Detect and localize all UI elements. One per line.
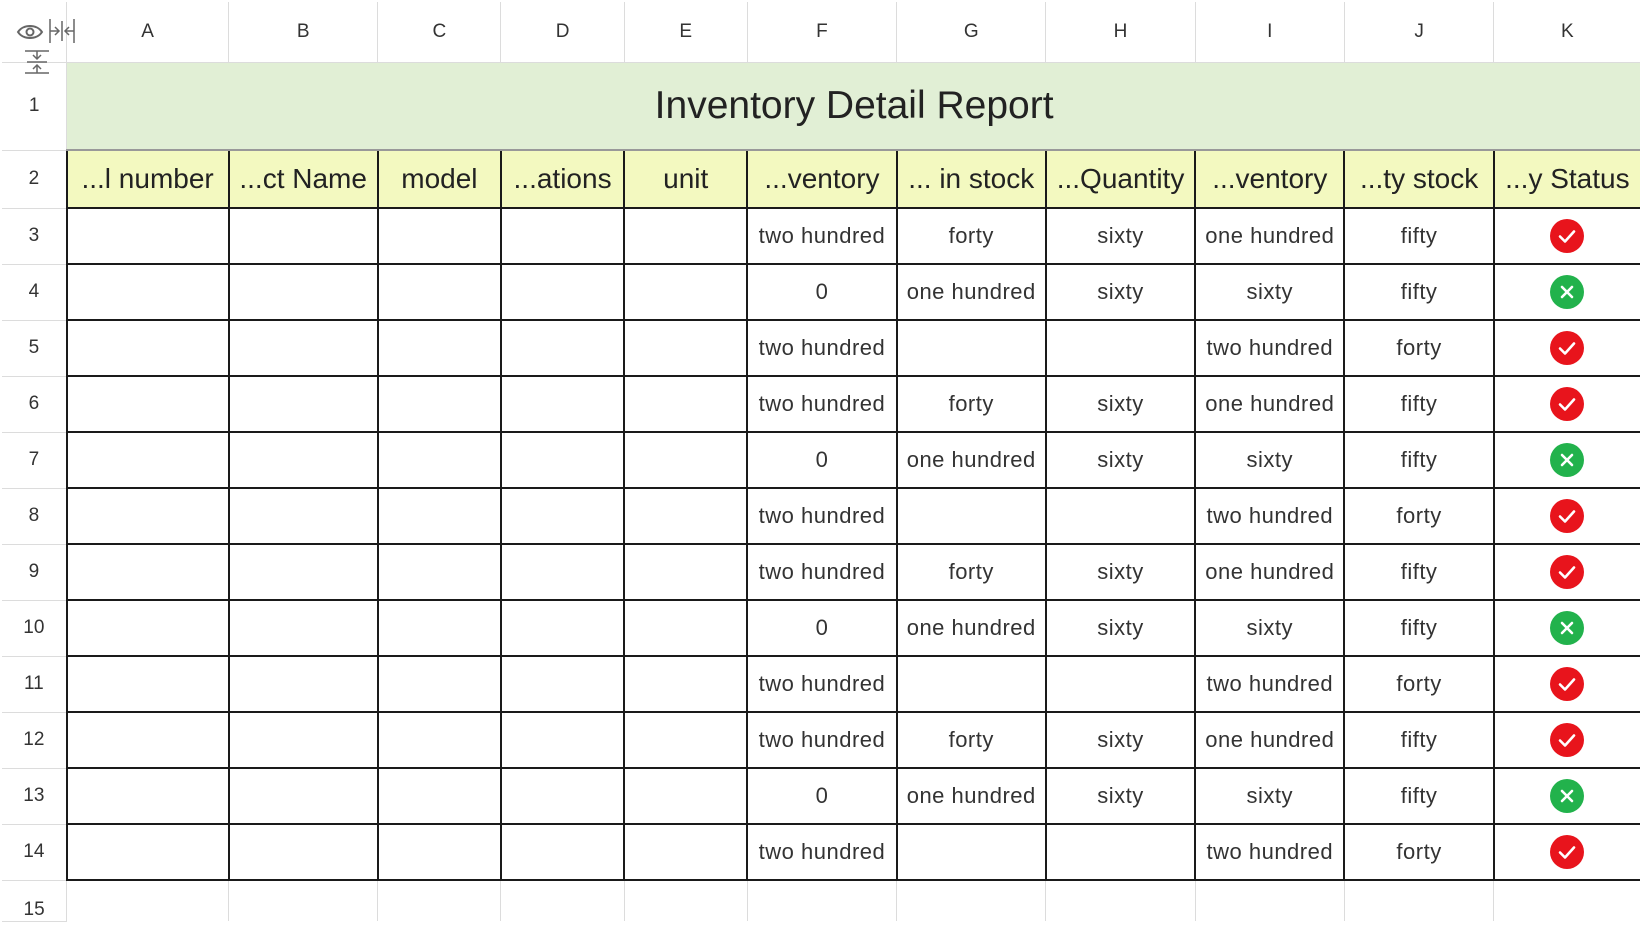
cell-h[interactable]: sixty <box>1046 600 1195 656</box>
cell-f[interactable]: two hundred <box>747 320 896 376</box>
cell-a[interactable] <box>67 824 229 880</box>
cell-a[interactable] <box>67 600 229 656</box>
table-row <box>2 768 1640 824</box>
table-row <box>2 432 1640 488</box>
cell-j[interactable]: forty <box>1344 824 1493 880</box>
cell-d[interactable] <box>501 432 624 488</box>
cell-c[interactable] <box>378 656 501 712</box>
collapse-columns-icon[interactable] <box>47 17 77 45</box>
cell-c[interactable] <box>378 432 501 488</box>
cell-i[interactable]: sixty <box>1195 432 1344 488</box>
table-row <box>2 600 1640 656</box>
cell-h[interactable]: sixty <box>1046 376 1195 432</box>
cell-g[interactable]: forty <box>897 376 1046 432</box>
grid-corner-controls <box>16 18 76 78</box>
cell-f[interactable] <box>747 880 896 921</box>
cell-h[interactable] <box>1046 320 1195 376</box>
header-cell-product-name[interactable]: ...ct Name <box>229 150 378 208</box>
cell-f[interactable]: two hundred <box>747 376 896 432</box>
row-header[interactable]: 2 <box>2 150 67 208</box>
cell-g[interactable]: one hundred <box>897 264 1046 320</box>
cell-e[interactable] <box>624 880 747 921</box>
cell-c[interactable] <box>378 488 501 544</box>
row-header[interactable]: 6 <box>2 376 67 432</box>
cell-d[interactable] <box>501 320 624 376</box>
row-header[interactable]: 12 <box>2 712 67 768</box>
cell-h[interactable]: sixty <box>1046 768 1195 824</box>
cell-d[interactable] <box>501 264 624 320</box>
header-cell-in-stock[interactable]: ... in stock <box>897 150 1046 208</box>
row-header[interactable]: 1 <box>2 62 67 150</box>
cell-i[interactable]: one hundred <box>1195 712 1344 768</box>
cell-status[interactable] <box>1494 824 1640 880</box>
table-row <box>2 880 1640 921</box>
cell-i[interactable]: two hundred <box>1195 320 1344 376</box>
cell-g[interactable] <box>897 320 1046 376</box>
header-cell-inventory-status[interactable]: ...y Status <box>1494 150 1640 208</box>
header-cell-quantity[interactable]: ...Quantity <box>1046 150 1195 208</box>
table-row <box>2 376 1640 432</box>
row-header[interactable]: 15 <box>2 880 67 921</box>
cell-g[interactable]: one hundred <box>897 600 1046 656</box>
cell-i[interactable] <box>1195 880 1344 921</box>
column-header-i[interactable]: I <box>1195 2 1344 62</box>
checkmark-icon <box>1550 667 1584 701</box>
header-cell-specifications[interactable]: ...ations <box>501 150 624 208</box>
cell-a[interactable] <box>67 768 229 824</box>
table-row <box>2 208 1640 264</box>
table-row <box>2 544 1640 600</box>
cell-b[interactable] <box>229 208 378 264</box>
cell-status[interactable] <box>1494 208 1640 264</box>
cell-d[interactable] <box>501 600 624 656</box>
row-header[interactable]: 5 <box>2 320 67 376</box>
cell-status[interactable] <box>1494 320 1640 376</box>
column-header-b[interactable]: B <box>229 2 378 62</box>
table-row <box>2 712 1640 768</box>
x-mark-icon <box>1550 611 1584 645</box>
cell-d[interactable] <box>501 880 624 921</box>
cell-j[interactable]: fifty <box>1344 208 1493 264</box>
cell-f[interactable]: 0 <box>747 264 896 320</box>
cell-j[interactable]: fifty <box>1344 768 1493 824</box>
column-header-j[interactable]: J <box>1344 2 1493 62</box>
cell-f[interactable]: 0 <box>747 768 896 824</box>
cell-h[interactable]: sixty <box>1046 264 1195 320</box>
cell-d[interactable] <box>501 544 624 600</box>
cell-b[interactable] <box>229 376 378 432</box>
cell-e[interactable] <box>624 208 747 264</box>
cell-a[interactable] <box>67 656 229 712</box>
cell-g[interactable] <box>897 656 1046 712</box>
cell-status[interactable] <box>1494 488 1640 544</box>
cell-b[interactable] <box>229 656 378 712</box>
cell-h[interactable] <box>1046 656 1195 712</box>
cell-j[interactable] <box>1344 880 1493 921</box>
cell-k[interactable] <box>1494 880 1640 921</box>
checkmark-icon <box>1550 835 1584 869</box>
cell-b[interactable] <box>229 600 378 656</box>
cell-h[interactable]: sixty <box>1046 712 1195 768</box>
cell-a[interactable] <box>67 208 229 264</box>
column-header-k[interactable]: K <box>1494 2 1640 62</box>
cell-status[interactable] <box>1494 600 1640 656</box>
cell-c[interactable] <box>378 544 501 600</box>
cell-e[interactable] <box>624 544 747 600</box>
cell-h[interactable]: sixty <box>1046 432 1195 488</box>
column-header-e[interactable]: E <box>624 2 747 62</box>
cell-b[interactable] <box>229 264 378 320</box>
cell-b[interactable] <box>229 824 378 880</box>
cell-h[interactable]: sixty <box>1046 544 1195 600</box>
checkmark-icon <box>1550 219 1584 253</box>
cell-b[interactable] <box>229 544 378 600</box>
cell-e[interactable] <box>624 320 747 376</box>
cell-g[interactable]: forty <box>897 208 1046 264</box>
column-header-h[interactable]: H <box>1046 2 1195 62</box>
cell-g[interactable]: forty <box>897 544 1046 600</box>
cell-g[interactable]: forty <box>897 712 1046 768</box>
row-header[interactable]: 13 <box>2 768 67 824</box>
row-header[interactable]: 4 <box>2 264 67 320</box>
cell-e[interactable] <box>624 432 747 488</box>
cell-status[interactable] <box>1494 656 1640 712</box>
cell-c[interactable] <box>378 712 501 768</box>
cell-j[interactable]: fifty <box>1344 264 1493 320</box>
row-header[interactable]: 10 <box>2 600 67 656</box>
cell-h[interactable] <box>1046 488 1195 544</box>
cell-h[interactable] <box>1046 824 1195 880</box>
column-header-row <box>2 2 1640 62</box>
cell-d[interactable] <box>501 208 624 264</box>
cell-b[interactable] <box>229 488 378 544</box>
cell-status[interactable] <box>1494 432 1640 488</box>
cell-e[interactable] <box>624 488 747 544</box>
cell-d[interactable] <box>501 656 624 712</box>
cell-c[interactable] <box>378 600 501 656</box>
table-row <box>2 488 1640 544</box>
cell-status[interactable] <box>1494 376 1640 432</box>
cell-a[interactable] <box>67 544 229 600</box>
eye-icon[interactable] <box>16 21 44 43</box>
cell-status[interactable] <box>1494 544 1640 600</box>
cell-e[interactable] <box>624 768 747 824</box>
cell-f[interactable]: two hundred <box>747 656 896 712</box>
checkmark-icon <box>1550 387 1584 421</box>
row-header[interactable]: 11 <box>2 656 67 712</box>
cell-g[interactable] <box>897 824 1046 880</box>
cell-j[interactable]: fifty <box>1344 432 1493 488</box>
x-mark-icon <box>1550 779 1584 813</box>
row-header[interactable]: 8 <box>2 488 67 544</box>
row-header[interactable]: 9 <box>2 544 67 600</box>
row-header[interactable]: 3 <box>2 208 67 264</box>
cell-c[interactable] <box>378 208 501 264</box>
cell-j[interactable]: forty <box>1344 488 1493 544</box>
cell-c[interactable] <box>378 320 501 376</box>
collapse-rows-icon[interactable] <box>23 48 51 76</box>
cell-a[interactable] <box>67 320 229 376</box>
table-row <box>2 824 1640 880</box>
cell-b[interactable] <box>229 768 378 824</box>
cell-i[interactable]: two hundred <box>1195 488 1344 544</box>
x-mark-icon <box>1550 443 1584 477</box>
cell-status[interactable] <box>1494 264 1640 320</box>
cell-j[interactable]: fifty <box>1344 544 1493 600</box>
cell-h[interactable]: sixty <box>1046 208 1195 264</box>
header-row <box>2 150 1640 208</box>
cell-g[interactable] <box>897 488 1046 544</box>
report-title[interactable]: Inventory Detail Report <box>67 62 1640 150</box>
cell-e[interactable] <box>624 264 747 320</box>
cell-j[interactable]: fifty <box>1344 376 1493 432</box>
row-header[interactable]: 14 <box>2 824 67 880</box>
header-cell-opening-inventory[interactable]: ...ventory <box>747 150 896 208</box>
cell-b[interactable] <box>229 320 378 376</box>
checkmark-icon <box>1550 723 1584 757</box>
checkmark-icon <box>1550 499 1584 533</box>
column-header-a[interactable]: A <box>67 2 229 62</box>
column-header-c[interactable]: C <box>378 2 501 62</box>
column-header-d[interactable]: D <box>501 2 624 62</box>
cell-b[interactable] <box>229 432 378 488</box>
cell-i[interactable]: two hundred <box>1195 656 1344 712</box>
cell-a[interactable] <box>67 712 229 768</box>
cell-i[interactable]: one hundred <box>1195 208 1344 264</box>
cell-a[interactable] <box>67 376 229 432</box>
cell-e[interactable] <box>624 376 747 432</box>
cell-status[interactable] <box>1494 768 1640 824</box>
cell-d[interactable] <box>501 376 624 432</box>
cell-a[interactable] <box>67 880 229 921</box>
cell-i[interactable]: two hundred <box>1195 824 1344 880</box>
column-header-g[interactable]: G <box>897 2 1046 62</box>
x-mark-icon <box>1550 275 1584 309</box>
cell-c[interactable] <box>378 264 501 320</box>
cell-d[interactable] <box>501 712 624 768</box>
cell-f[interactable]: two hundred <box>747 824 896 880</box>
cell-i[interactable]: sixty <box>1195 264 1344 320</box>
cell-e[interactable] <box>624 656 747 712</box>
table-row <box>2 656 1640 712</box>
cell-c[interactable] <box>378 880 501 921</box>
cell-c[interactable] <box>378 376 501 432</box>
checkmark-icon <box>1550 331 1584 365</box>
cell-f[interactable]: two hundred <box>747 712 896 768</box>
cell-i[interactable]: one hundred <box>1195 544 1344 600</box>
cell-e[interactable] <box>624 712 747 768</box>
header-cell-unit[interactable]: unit <box>624 150 747 208</box>
header-cell-serial-number[interactable]: ...l number <box>67 150 229 208</box>
cell-i[interactable]: sixty <box>1195 600 1344 656</box>
cell-g[interactable]: one hundred <box>897 432 1046 488</box>
cell-g[interactable] <box>897 880 1046 921</box>
cell-f[interactable]: two hundred <box>747 488 896 544</box>
column-header-f[interactable]: F <box>747 2 896 62</box>
header-cell-model[interactable]: model <box>378 150 501 208</box>
cell-f[interactable]: two hundred <box>747 208 896 264</box>
cell-j[interactable]: forty <box>1344 656 1493 712</box>
cell-i[interactable]: one hundred <box>1195 376 1344 432</box>
cell-f[interactable]: 0 <box>747 432 896 488</box>
cell-j[interactable]: forty <box>1344 320 1493 376</box>
spreadsheet-grid <box>2 2 1640 922</box>
cell-b[interactable] <box>229 712 378 768</box>
cell-h[interactable] <box>1046 880 1195 921</box>
cell-f[interactable]: two hundred <box>747 544 896 600</box>
cell-g[interactable]: one hundred <box>897 768 1046 824</box>
header-cell-safety-stock[interactable]: ...ty stock <box>1344 150 1493 208</box>
cell-b[interactable] <box>229 880 378 921</box>
cell-a[interactable] <box>67 488 229 544</box>
cell-d[interactable] <box>501 768 624 824</box>
header-cell-closing-inventory[interactable]: ...ventory <box>1195 150 1344 208</box>
cell-i[interactable]: sixty <box>1195 768 1344 824</box>
cell-j[interactable]: fifty <box>1344 600 1493 656</box>
cell-c[interactable] <box>378 824 501 880</box>
cell-f[interactable]: 0 <box>747 600 896 656</box>
cell-d[interactable] <box>501 488 624 544</box>
table-row <box>2 264 1640 320</box>
cell-e[interactable] <box>624 600 747 656</box>
title-row <box>2 62 1640 150</box>
cell-e[interactable] <box>624 824 747 880</box>
row-header[interactable]: 7 <box>2 432 67 488</box>
table-row <box>2 320 1640 376</box>
cell-status[interactable] <box>1494 712 1640 768</box>
cell-j[interactable]: fifty <box>1344 712 1493 768</box>
checkmark-icon <box>1550 555 1584 589</box>
cell-d[interactable] <box>501 824 624 880</box>
cell-a[interactable] <box>67 432 229 488</box>
cell-c[interactable] <box>378 768 501 824</box>
cell-a[interactable] <box>67 264 229 320</box>
